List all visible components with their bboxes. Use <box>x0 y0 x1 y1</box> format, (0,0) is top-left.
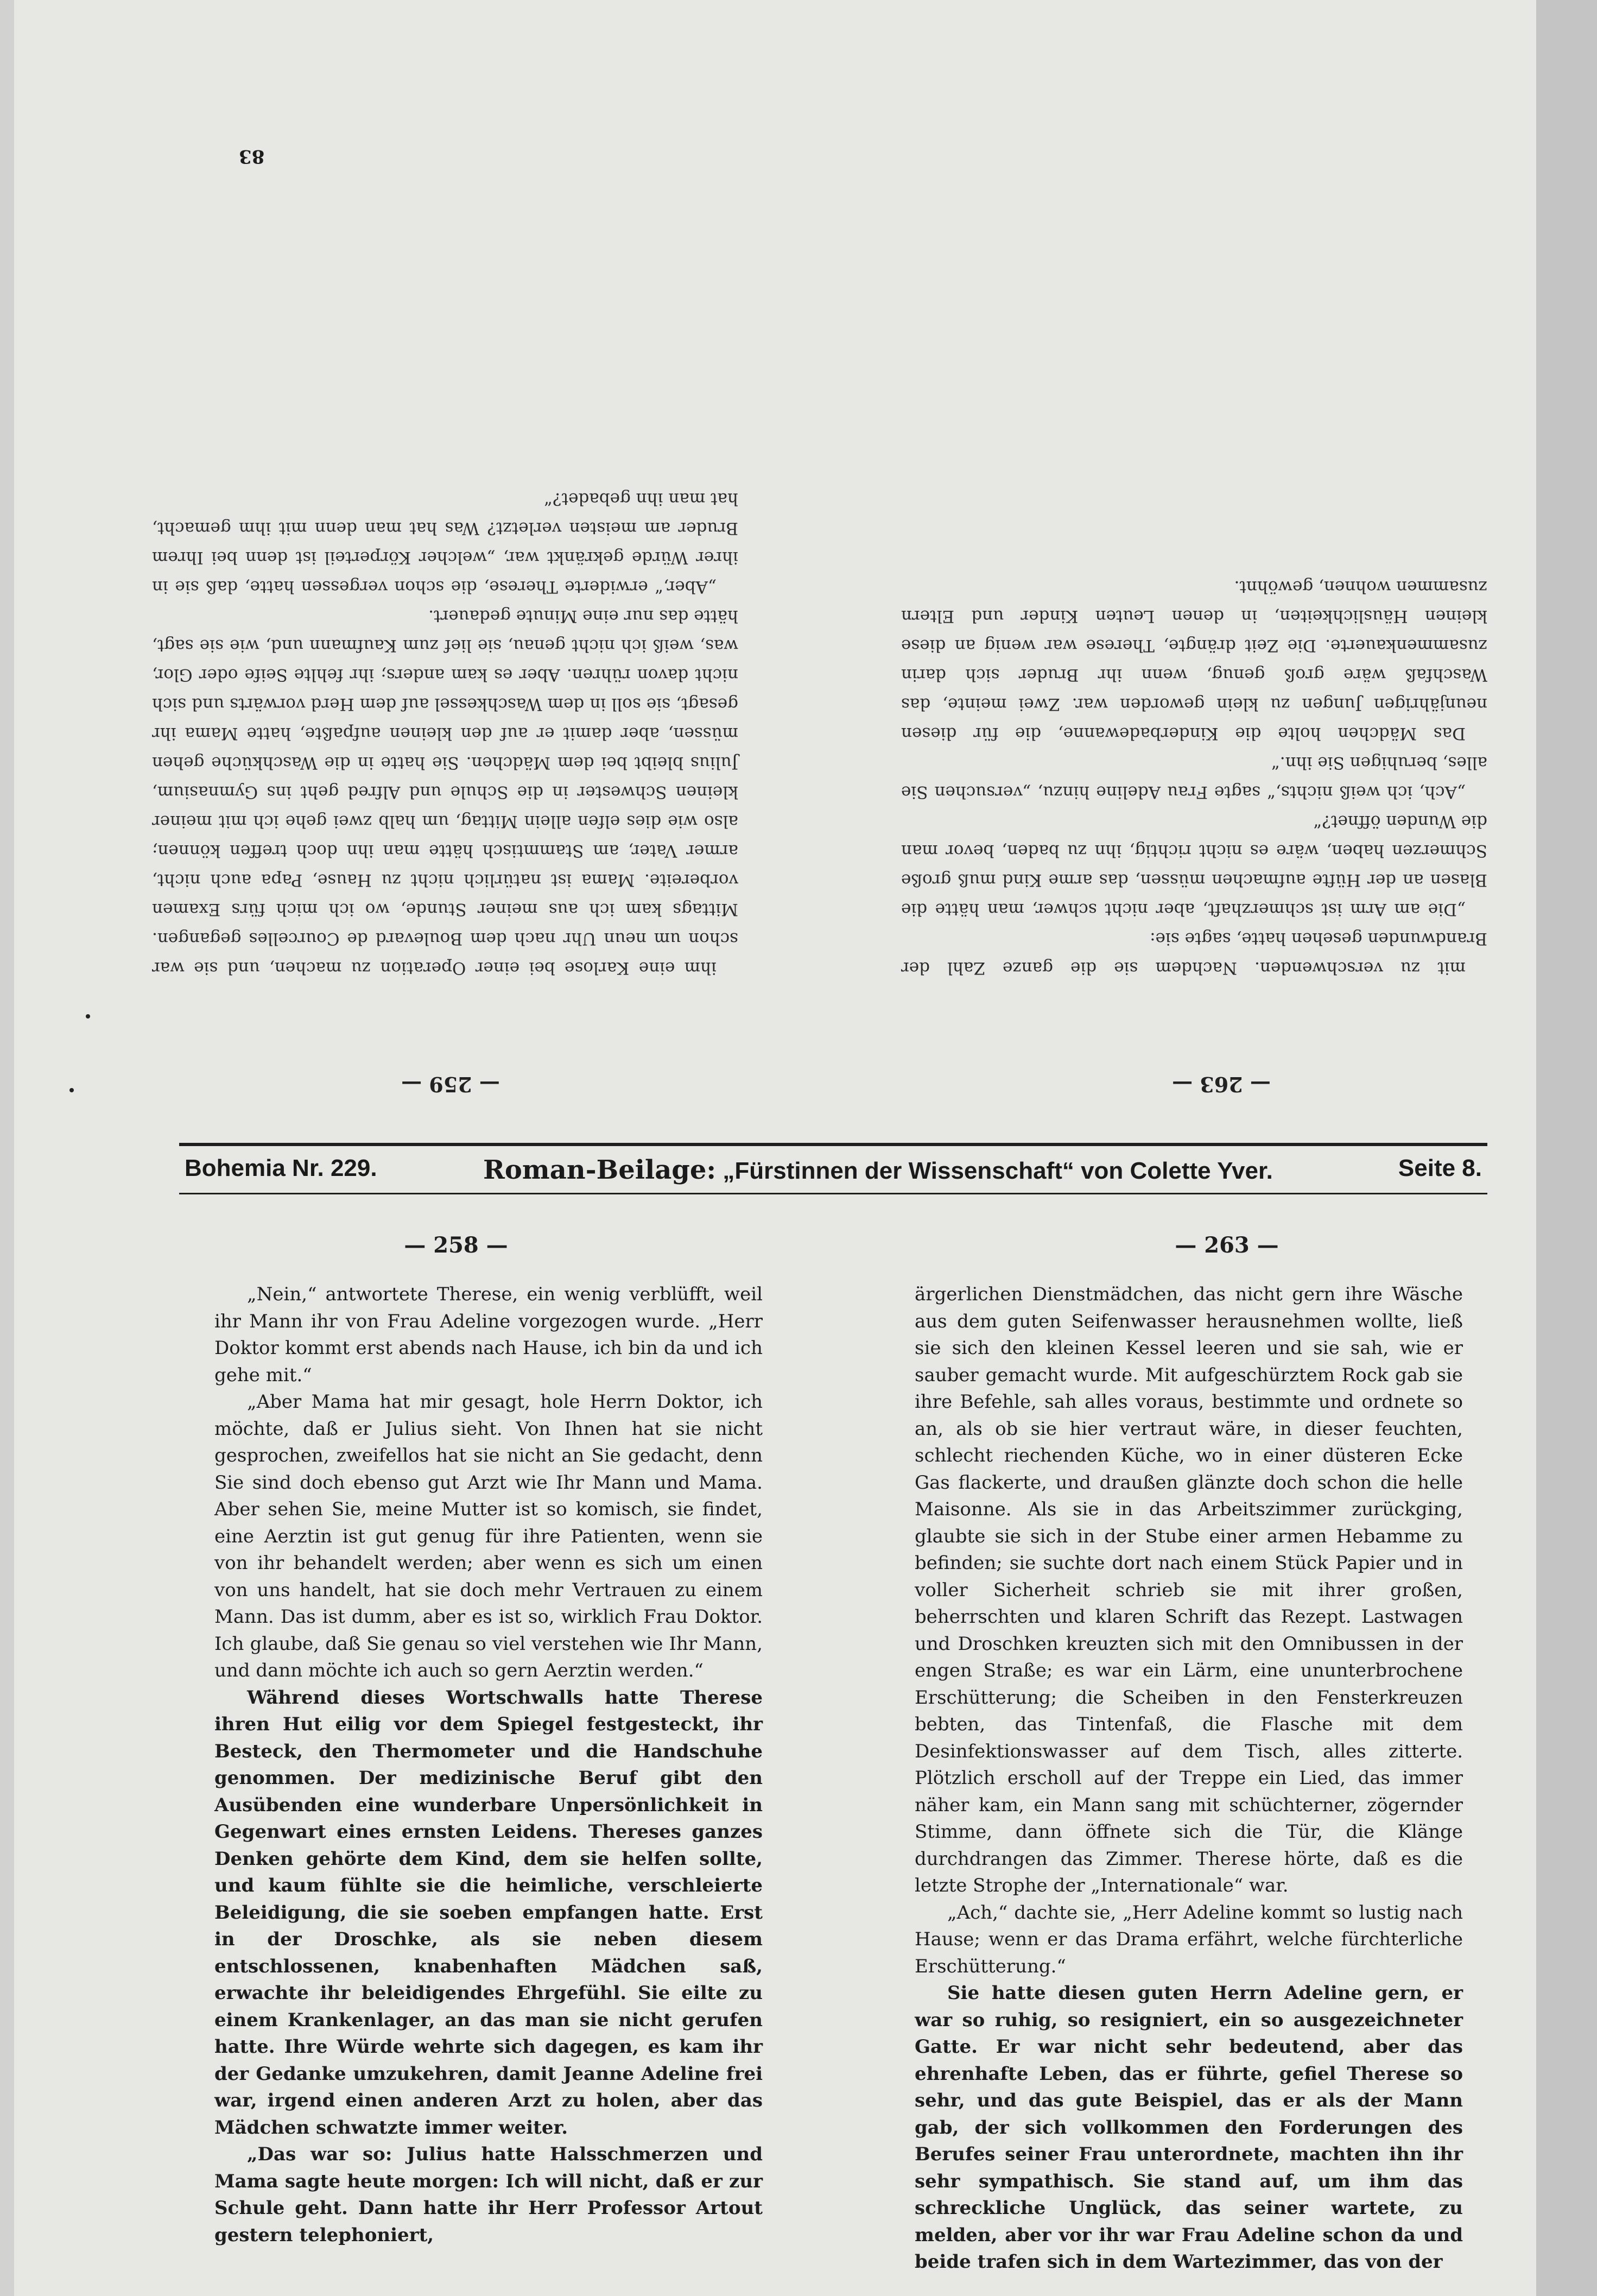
ink-dot <box>86 1014 90 1019</box>
page-number-left: — 258 — <box>404 1232 508 1258</box>
inverted-page-number-right: — 263 — <box>1172 1072 1271 1097</box>
inverted-paragraph: Das Mädchen holte die Kinderbadewanne, die für diesen neunjährigen Jungen zu klein geworden war. Zwei meinte, das Waschfaß wäre groß genug, wenn ihr Bruder sich darin zusammenkauerte. Die Zeit drängte, Therese war wenig an diese kleinen Häuslichkeiten, in denen Leuten Kinder und Eltern zusammen wohnen, gewöhnt. <box>901 577 1487 743</box>
inverted-paragraph: „Aber,“ erwiderte Therese, die schon vergessen hatte, daß sie in ihrer Würde gekränkt war, „welcher Körperteil ist denn bei Ihrem Bruder am meisten verletzt? Was hat man denn mit ihm gemacht, hat man ihn gebadet?“ <box>152 489 738 597</box>
inverted-right-column <box>901 136 1487 983</box>
paragraph: „Das war so: Julius hatte Halsschmerzen und Mama sagte heute morgen: Ich will nicht, daß er zur Schule geht. Dann hatte ihr Herr Professor Artout gestern telephoniert, <box>214 2143 763 2246</box>
paragraph: Sie hatte diesen guten Herrn Adeline gern, er war so ruhig, so resigniert, ein so ausgezeichneter Gatte. Er war nicht sehr bedeutend, aber das ehrenhafte Leben, das er führte, gefiel Therese so sehr, und das gute Beispiel, das er als der Mann gab, der sich vollkommen den Forderungen des Berufes seiner Frau unterordnete, machten ihn ihr sehr sympathisch. Sie stand auf, um ihm das schreckliche Unglück, das seiner wartete, zu melden, aber vor ihr war Frau Adeline schon da und beide trafen sich in dem Wartezimmer, das von der <box>915 1982 1463 2273</box>
paragraph: Während dieses Wortschwalls hatte Therese ihren Hut eilig vor dem Spiegel festgesteckt, ihr Besteck, den Thermometer und die Handschuhe genommen. Der medizinische Beruf gibt den Ausübenden eine wunderbare Unpersönlichkeit in Gegenwart eines ernsten Leidens. Thereses ganzes Denken gehörte dem Kind, dem sie helfen sollte, und kaum fühlte sie die heimliche, verschleierte Beleidigung, die sie soeben empfangen hatte. Erst in der Droschke, als sie neben diesem entschlossenen, knabenhaften Mädchen saß, erwachte ihr beleidigendes Ehrgefühl. Sie eilte zu einem Krankenlager, an das man sie nicht gerufen hatte. Ihre Würde wehrte sich dagegen, es kam ihr der Gedanke umzukehren, damit Jeanne Adeline frei war, irgend einen anderen Arzt zu holen, aber das Mädchen schwatzte immer weiter. <box>214 1686 763 2139</box>
inverted-left-column <box>152 136 738 983</box>
header-rule-bottom <box>179 1193 1487 1194</box>
ink-dot <box>69 1088 74 1092</box>
header-rule-top <box>179 1143 1487 1146</box>
paragraph: „Aber Mama hat mir gesagt, hole Herrn Doktor, ich möchte, daß er Julius sieht. Von Ihnen hat sie nicht gesprochen, zweifellos hat sie nicht an Sie gedacht, denn Sie sind doch ebenso gut Arzt wie Ihr Mann und Mama. Aber sehen Sie, meine Mutter ist so komisch, sie findet, eine Aerztin ist gut genug für ihre Patienten, wenn sie von ihr behandelt werden; aber wenn es sich um einen von uns handelt, hat sie doch mehr Vertrauen zu einem Mann. Das ist dumm, aber es ist so, wirklich Frau Doktor. Ich glaube, daß Sie genau so viel verstehen wie Ihr Mann, und dann möchte ich auch so gern Aerztin werden.“ <box>214 1391 763 1681</box>
inverted-paragraph: ihm eine Karlose bei einer Operation zu machen, und sie war schon um neun Uhr nach dem Boulevard de Courcelles gegangen. Mittags kam ich aus meiner Stunde, wo ich mich fürs Examen vorbereite. Mama ist natürlich nicht zu Hause, Papa auch nicht, armer Vater, am Stammtisch hätte man ihn doch treffen können; also wie dies elfen allein Mittag, um halb zwei gehe ich mit meiner kleinen Schwester in die Schule und Alfred geht ins Gymnasium, Julius bleibt bei dem Mädchen. Sie hatte in die Waschküche gehen müssen, aber damit er auf den kleinen aufpaßte, hatte Mama ihr gesagt, sie soll in dem Waschkessel auf dem Herd vorwärts und sich nicht davon rühren. Aber es kam anders; ihr fehlte Seife oder Glor, was, weiß ich nicht genau, sie lief zum Kaufmann und, wie sie sagt, hätte das nur eine Minute gedauert. <box>152 606 738 978</box>
column-right <box>915 1281 1463 2273</box>
header-issue: Bohemia Nr. 229. <box>185 1155 377 1181</box>
header-page-label: Seite 8. <box>1398 1155 1482 1181</box>
inverted-corner-mark: 83 <box>239 146 265 167</box>
header-section: Roman-Beilage: <box>483 1155 717 1185</box>
inverted-upper-half <box>0 0 1536 1135</box>
header-novel-title: „Fürstinnen der Wissenschaft“ von Colette Yver. <box>723 1158 1273 1184</box>
scan-margin <box>1536 0 1597 2296</box>
inverted-paragraph: mit zu verschwenden. Nachdem sie die ganze Zahl der Brandwunden gesehen hatte, sagte sie: <box>901 929 1487 978</box>
paragraph: „Nein,“ antwortete Therese, ein wenig verblüfft, weil ihr Mann ihr von Frau Adeline vorgezogen wurde. „Herr Doktor kommt erst abends nach Hause, ich bin da und ich gehe mit.“ <box>214 1283 763 1386</box>
header-title <box>483 1155 1273 1185</box>
inverted-paragraph: „Die am Arm ist schmerzhaft, aber nicht schwer, man hätte die Blasen an der Hüfte aufmachen müssen, das arme Kind muß große Schmerzen haben, wäre es nicht richtig, ihn zu baden, bevor man die Wunden öffnet?“ <box>901 812 1487 919</box>
page-number-right: — 263 — <box>1175 1232 1279 1258</box>
inverted-paragraph: „Ach, ich weiß nichts,“ sagte Frau Adeline hinzu, „versuchen Sie alles, beruhigen Sie ihn.“ <box>901 753 1487 802</box>
column-left <box>214 1281 763 2246</box>
paragraph: ärgerlichen Dienstmädchen, das nicht gern ihre Wäsche aus dem guten Seifenwasser herausnehmen wollte, ließ sie sich den kleinen Kessel leeren und sie sah, wie er sauber gemacht wurde. Mit aufgeschürztem Rock gab sie ihre Befehle, sah alles voraus, bestimmte und ordnete so an, als ob sie hier vertraut wäre, in dieser feuchten, schlecht riechenden Küche, wo in einer düsteren Ecke Gas flackerte, und draußen glänzte doch schon die helle Maisonne. Als sie in das Arbeitszimmer zurückging, glaubte sie sich in der Stube einer armen Hebamme zu befinden; sie suchte dort nach einem Stück Papier und in voller Sicherheit schrieb sie mit ihrer großen, beherrschten und klaren Schrift das Rezept. Lastwagen und Droschken kreuzten sich mit den Omnibussen in der engen Straße; es war ein Lärm, eine ununterbrochene Erschütterung; die Scheiben in den Fensterkreuzen bebten, das Tintenfaß, die Flasche mit dem Desinfektionswasser auf dem Tisch, alles zitterte. Plötzlich erscholl auf der Treppe ein Lied, das immer näher kam, ein Mann sang mit schüchterner, zögernder Stimme, dann öffnete sich die Tür, die Klänge durchdrangen das Zimmer. Therese hörte, daß es die letzte Strophe der „Internationale“ war. <box>915 1283 1463 1896</box>
paragraph: „Ach,“ dachte sie, „Herr Adeline kommt so lustig nach Hause; wenn er das Drama erfährt, welche fürchterliche Erschütterung.“ <box>915 1901 1463 1977</box>
inverted-page-number-left: — 259 — <box>401 1072 500 1097</box>
running-header <box>179 1143 1487 1197</box>
